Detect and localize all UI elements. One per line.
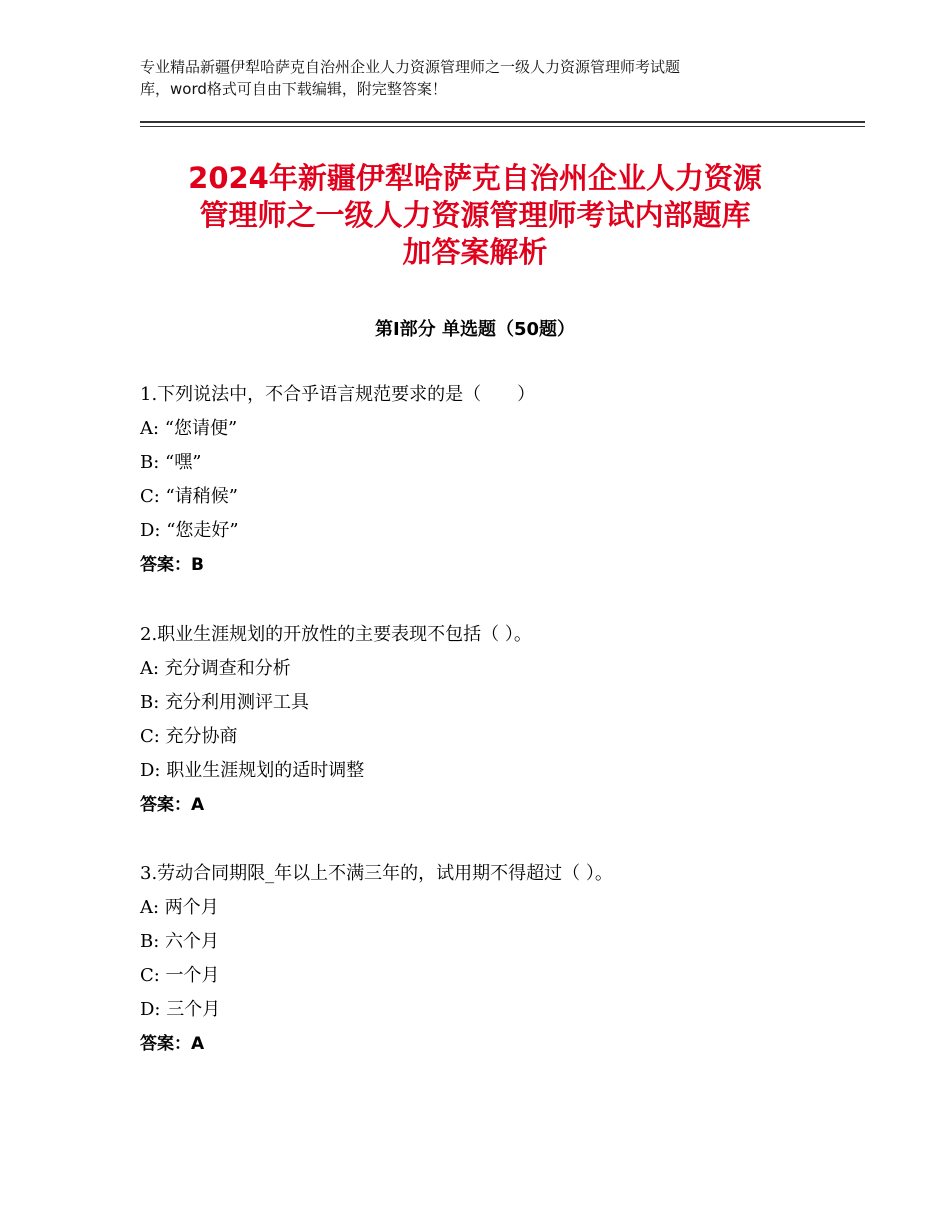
option-d: D: 职业生涯规划的适时调整 xyxy=(140,760,365,781)
option-d: D: 三个月 xyxy=(140,999,221,1020)
header-note-line-2: 库，word格式可自由下载编辑，附完整答案！ xyxy=(140,80,447,98)
section-heading: 第Ⅰ部分 单选题（50题） xyxy=(374,319,575,340)
option-c: C: “请稍候” xyxy=(140,486,238,507)
option-b: B: 充分利用测评工具 xyxy=(140,692,310,713)
question-block xyxy=(140,618,860,822)
question-stem: 2.职业生涯规划的开放性的主要表现不包括（ ）。 xyxy=(140,624,532,645)
question-block xyxy=(140,378,860,582)
question-stem: 1.下列说法中，不合乎语言规范要求的是（ ） xyxy=(140,384,536,405)
question-stem: 3.劳动合同期限_年以上不满三年的，试用期不得超过（ ）。 xyxy=(140,863,613,884)
header-rule-thick xyxy=(140,121,865,123)
option-b: B: 六个月 xyxy=(140,931,220,952)
question-block xyxy=(140,857,860,1061)
header-note xyxy=(140,56,820,100)
option-c: C: 充分协商 xyxy=(140,726,238,747)
option-b: B: “嘿” xyxy=(140,452,202,473)
option-c: C: 一个月 xyxy=(140,965,220,986)
option-d: D: “您走好” xyxy=(140,520,239,541)
answer-label: 答案：B xyxy=(140,555,204,575)
title-line-3: 加答案解析 xyxy=(402,235,548,269)
document-title xyxy=(110,160,840,271)
option-a: A: “您请便” xyxy=(140,418,238,439)
header-note-line-1: 专业精品新疆伊犁哈萨克自治州企业人力资源管理师之一级人力资源管理师考试题 xyxy=(140,58,681,76)
answer-label: 答案：A xyxy=(140,1034,205,1054)
answer-label: 答案：A xyxy=(140,795,205,815)
option-a: A: 两个月 xyxy=(140,897,219,918)
option-a: A: 充分调查和分析 xyxy=(140,658,291,679)
title-line-1: 2024年新疆伊犁哈萨克自治州企业人力资源 xyxy=(188,161,762,195)
title-line-2: 管理师之一级人力资源管理师考试内部题库 xyxy=(199,198,751,232)
header-rule-thin xyxy=(140,126,865,127)
